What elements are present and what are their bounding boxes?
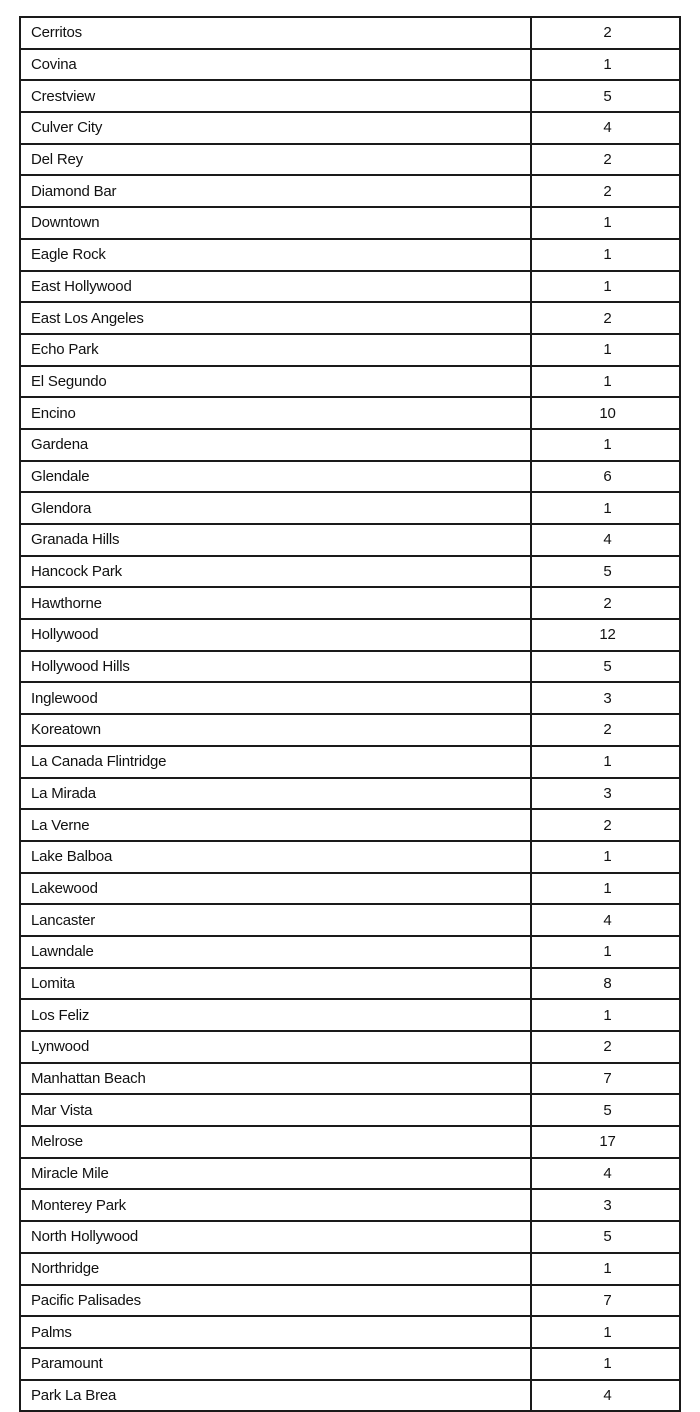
table-row — [20, 334, 680, 366]
table-row — [20, 809, 680, 841]
count-cell: 1 — [531, 746, 680, 778]
table-row — [20, 778, 680, 810]
neighborhood-name-cell: Culver City — [20, 112, 531, 144]
count-cell: 6 — [531, 461, 680, 493]
table-row — [20, 1348, 680, 1380]
table-row — [20, 1158, 680, 1190]
table-row — [20, 1221, 680, 1253]
count-cell: 8 — [531, 968, 680, 1000]
neighborhood-name-cell: La Canada Flintridge — [20, 746, 531, 778]
table-row — [20, 1126, 680, 1158]
neighborhood-name-cell: Del Rey — [20, 144, 531, 176]
count-cell: 3 — [531, 682, 680, 714]
neighborhood-name-cell: Covina — [20, 49, 531, 81]
table-row — [20, 1285, 680, 1317]
table-row — [20, 207, 680, 239]
neighborhood-name-cell: El Segundo — [20, 366, 531, 398]
table-row — [20, 873, 680, 905]
table-row — [20, 429, 680, 461]
neighborhood-name-cell: Eagle Rock — [20, 239, 531, 271]
table-row — [20, 366, 680, 398]
count-cell: 5 — [531, 80, 680, 112]
table-row — [20, 302, 680, 334]
table-row — [20, 619, 680, 651]
neighborhood-count-table — [19, 16, 681, 1412]
table-row — [20, 17, 680, 49]
table-row — [20, 175, 680, 207]
count-cell: 1 — [531, 492, 680, 524]
table-row — [20, 904, 680, 936]
table-row — [20, 682, 680, 714]
neighborhood-name-cell: Mar Vista — [20, 1094, 531, 1126]
count-cell: 2 — [531, 17, 680, 49]
table-row — [20, 80, 680, 112]
table-row — [20, 968, 680, 1000]
count-cell: 2 — [531, 302, 680, 334]
count-cell: 1 — [531, 841, 680, 873]
count-cell: 1 — [531, 207, 680, 239]
count-cell: 1 — [531, 271, 680, 303]
table-row — [20, 492, 680, 524]
count-cell: 1 — [531, 429, 680, 461]
neighborhood-name-cell: Inglewood — [20, 682, 531, 714]
count-cell: 1 — [531, 239, 680, 271]
table-body — [20, 17, 680, 1411]
count-cell: 5 — [531, 1221, 680, 1253]
count-cell: 5 — [531, 651, 680, 683]
neighborhood-name-cell: Glendora — [20, 492, 531, 524]
count-cell: 4 — [531, 524, 680, 556]
table-row — [20, 239, 680, 271]
neighborhood-name-cell: Los Feliz — [20, 999, 531, 1031]
count-cell: 1 — [531, 999, 680, 1031]
count-cell: 1 — [531, 1348, 680, 1380]
neighborhood-name-cell: Lake Balboa — [20, 841, 531, 873]
count-cell: 4 — [531, 1380, 680, 1412]
count-cell: 5 — [531, 1094, 680, 1126]
table-row — [20, 1063, 680, 1095]
count-cell: 17 — [531, 1126, 680, 1158]
count-cell: 5 — [531, 556, 680, 588]
neighborhood-name-cell: Hancock Park — [20, 556, 531, 588]
table-row — [20, 1094, 680, 1126]
count-cell: 2 — [531, 714, 680, 746]
neighborhood-name-cell: Hollywood Hills — [20, 651, 531, 683]
table-row — [20, 112, 680, 144]
neighborhood-name-cell: Granada Hills — [20, 524, 531, 556]
table-row — [20, 1189, 680, 1221]
neighborhood-name-cell: Cerritos — [20, 17, 531, 49]
table-row — [20, 461, 680, 493]
count-cell: 1 — [531, 873, 680, 905]
neighborhood-name-cell: Melrose — [20, 1126, 531, 1158]
table-row — [20, 1316, 680, 1348]
count-cell: 2 — [531, 175, 680, 207]
neighborhood-name-cell: Hollywood — [20, 619, 531, 651]
neighborhood-name-cell: Lomita — [20, 968, 531, 1000]
table-row — [20, 714, 680, 746]
count-cell: 2 — [531, 1031, 680, 1063]
count-cell: 1 — [531, 334, 680, 366]
neighborhood-name-cell: Gardena — [20, 429, 531, 461]
count-cell: 1 — [531, 1316, 680, 1348]
count-cell: 4 — [531, 1158, 680, 1190]
neighborhood-name-cell: Northridge — [20, 1253, 531, 1285]
table-row — [20, 144, 680, 176]
count-cell: 1 — [531, 936, 680, 968]
count-cell: 1 — [531, 1253, 680, 1285]
table-row — [20, 524, 680, 556]
neighborhood-name-cell: Koreatown — [20, 714, 531, 746]
table-row — [20, 587, 680, 619]
neighborhood-name-cell: Downtown — [20, 207, 531, 239]
table-row — [20, 1031, 680, 1063]
neighborhood-name-cell: Palms — [20, 1316, 531, 1348]
count-cell: 4 — [531, 904, 680, 936]
count-cell: 7 — [531, 1285, 680, 1317]
count-cell: 1 — [531, 366, 680, 398]
table-row — [20, 841, 680, 873]
table-row — [20, 746, 680, 778]
table-row — [20, 397, 680, 429]
neighborhood-name-cell: East Hollywood — [20, 271, 531, 303]
table-row — [20, 1253, 680, 1285]
count-cell: 1 — [531, 49, 680, 81]
neighborhood-name-cell: Manhattan Beach — [20, 1063, 531, 1095]
neighborhood-name-cell: Miracle Mile — [20, 1158, 531, 1190]
neighborhood-name-cell: Paramount — [20, 1348, 531, 1380]
table-row — [20, 999, 680, 1031]
neighborhood-name-cell: Encino — [20, 397, 531, 429]
neighborhood-name-cell: Lancaster — [20, 904, 531, 936]
count-cell: 3 — [531, 1189, 680, 1221]
count-cell: 3 — [531, 778, 680, 810]
neighborhood-name-cell: Monterey Park — [20, 1189, 531, 1221]
table-row — [20, 1380, 680, 1412]
count-cell: 7 — [531, 1063, 680, 1095]
neighborhood-name-cell: La Mirada — [20, 778, 531, 810]
neighborhood-name-cell: Echo Park — [20, 334, 531, 366]
count-cell: 2 — [531, 144, 680, 176]
neighborhood-name-cell: Lynwood — [20, 1031, 531, 1063]
neighborhood-name-cell: Hawthorne — [20, 587, 531, 619]
neighborhood-name-cell: Park La Brea — [20, 1380, 531, 1412]
neighborhood-name-cell: La Verne — [20, 809, 531, 841]
table-row — [20, 651, 680, 683]
count-cell: 4 — [531, 112, 680, 144]
count-cell: 2 — [531, 809, 680, 841]
neighborhood-name-cell: East Los Angeles — [20, 302, 531, 334]
table-row — [20, 936, 680, 968]
neighborhood-name-cell: Lakewood — [20, 873, 531, 905]
count-cell: 2 — [531, 587, 680, 619]
table-row — [20, 49, 680, 81]
table-row — [20, 556, 680, 588]
neighborhood-name-cell: North Hollywood — [20, 1221, 531, 1253]
count-cell: 10 — [531, 397, 680, 429]
neighborhood-name-cell: Glendale — [20, 461, 531, 493]
neighborhood-name-cell: Crestview — [20, 80, 531, 112]
count-cell: 12 — [531, 619, 680, 651]
neighborhood-name-cell: Diamond Bar — [20, 175, 531, 207]
neighborhood-name-cell: Lawndale — [20, 936, 531, 968]
table-row — [20, 271, 680, 303]
neighborhood-name-cell: Pacific Palisades — [20, 1285, 531, 1317]
